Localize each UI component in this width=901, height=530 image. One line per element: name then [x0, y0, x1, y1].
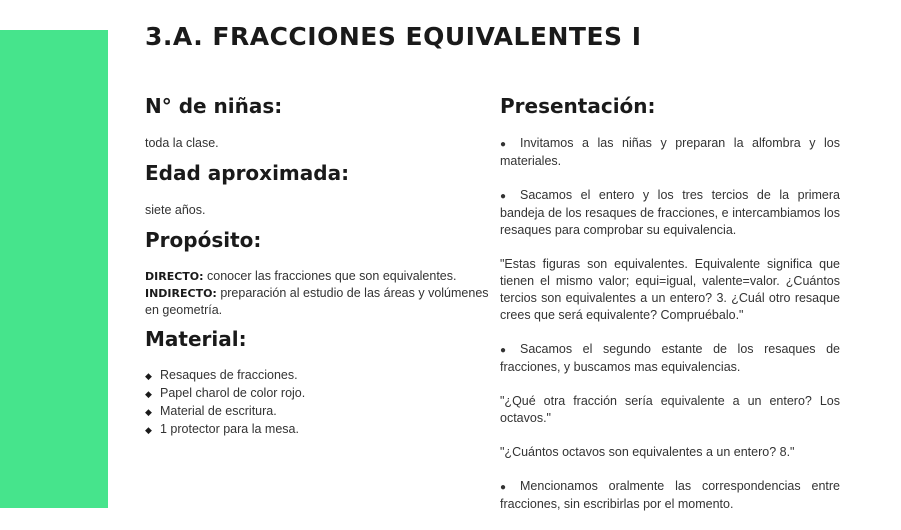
ninas-heading: N° de niñas: [145, 94, 283, 118]
paragraph: ● Sacamos el entero y los tres tercios de la primera bandeja de los resaques de fracciones, e intercambiamos los resaques para comprobar su equivalencia. [500, 188, 840, 237]
paragraph: "Estas figuras son equivalentes. Equivalente significa que tienen el mismo valor; equi=igual, valente=valor. ¿Cuántos tercios son equivalentes a un entero? 3. ¿Cuál otro resaque crees que será equivalente? Compruébalo." [500, 257, 840, 322]
ninas-value: toda la clase. [145, 136, 219, 150]
edad-value: siete años. [145, 203, 206, 217]
diamond-bullet-icon: ◆ [145, 407, 152, 417]
left-column [145, 92, 490, 439]
paragraph: ● Mencionamos oralmente las correspondencias entre fracciones, sin escribirlas por el momento. [500, 479, 840, 511]
directo-text: conocer las fracciones que son equivalentes. [203, 269, 457, 283]
diamond-bullet-icon: ◆ [145, 425, 152, 435]
indirecto-text: preparación al estudio de las áreas y volúmenes en geometría. [145, 286, 489, 317]
indirecto-label: INDIRECTO: [145, 287, 217, 300]
paragraph: "¿Cuántos octavos son equivalentes a un entero? 8." [500, 445, 795, 459]
right-column [500, 92, 840, 530]
list-item: ◆ Material de escritura. [145, 403, 490, 421]
bullet-icon: ● [500, 191, 507, 202]
paragraph: ● Sacamos el segundo estante de los resaques de fracciones, y buscamos mas equivalencias. [500, 342, 840, 374]
directo-row [145, 268, 490, 285]
accent-bar [0, 30, 108, 508]
material-list [145, 367, 490, 439]
diamond-bullet-icon: ◆ [145, 371, 152, 381]
proposito-block [145, 268, 490, 319]
list-item: ◆ Resaques de fracciones. [145, 367, 490, 385]
edad-heading: Edad aproximada: [145, 161, 350, 185]
list-item: ◆ Papel charol de color rojo. [145, 385, 490, 403]
presentacion-body [500, 135, 840, 513]
bullet-icon: ● [500, 139, 507, 150]
bullet-icon: ● [500, 482, 507, 493]
list-item: ◆ 1 protector para la mesa. [145, 421, 490, 439]
proposito-heading: Propósito: [145, 228, 262, 252]
directo-label: DIRECTO: [145, 270, 204, 283]
indirecto-row [145, 285, 490, 319]
paragraph: "¿Qué otra fracción sería equivalente a un entero? Los octavos." [500, 394, 840, 425]
bullet-icon: ● [500, 345, 507, 356]
material-heading: Material: [145, 327, 247, 351]
diamond-bullet-icon: ◆ [145, 389, 152, 399]
presentacion-heading: Presentación: [500, 94, 656, 118]
page-title: 3.A. FRACCIONES EQUIVALENTES I [145, 22, 642, 51]
paragraph: ● Invitamos a las niñas y preparan la alfombra y los materiales. [500, 136, 840, 168]
